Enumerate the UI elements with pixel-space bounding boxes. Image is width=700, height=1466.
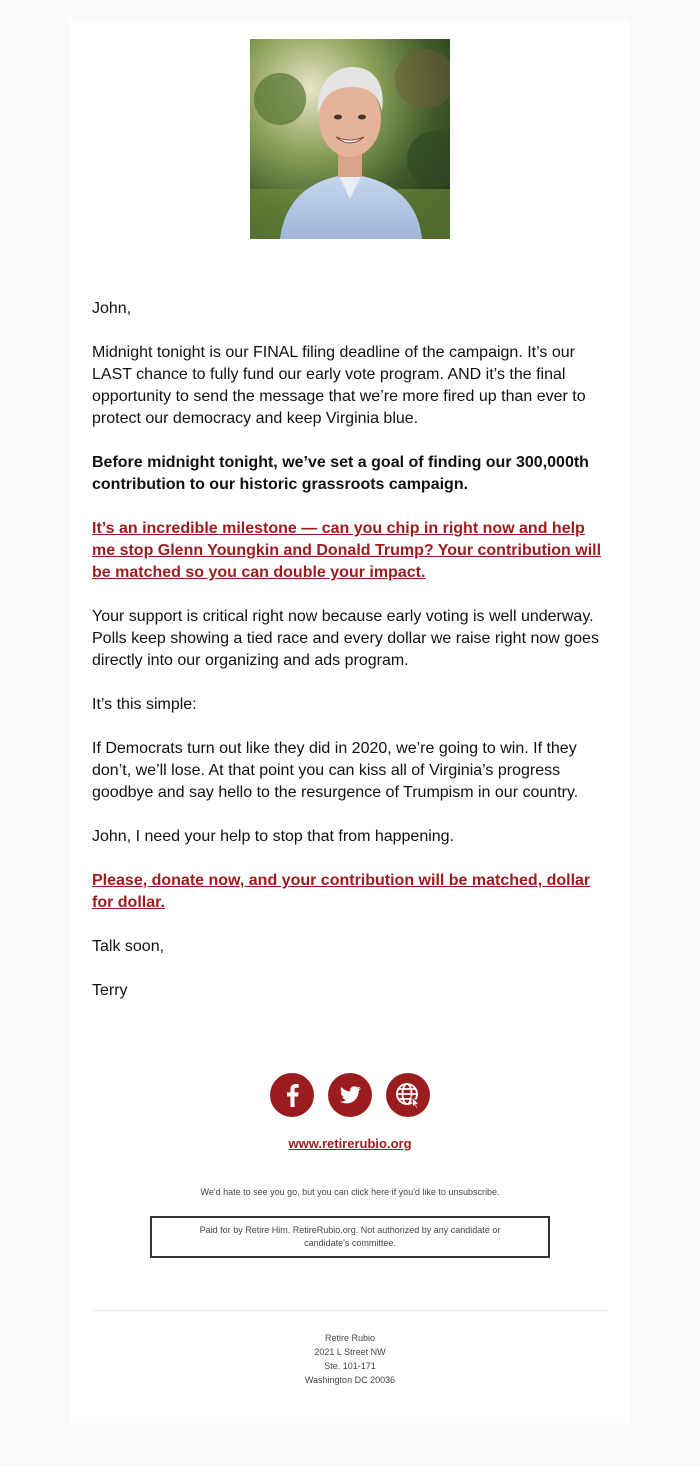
email-body [92, 298, 612, 1024]
paragraph-simple: It’s this simple: [92, 696, 197, 713]
social-links [70, 1073, 630, 1117]
paragraph-deadline: Midnight tonight is our FINAL filing deadline of the campaign. It’s our LAST chance to fully fund our early vote program. AND it’s the final opportunity to send the message that we’re more fired up than ever to protect our democracy and keep Virginia blue. [92, 344, 586, 427]
address-street: 2021 L Street NW [314, 1347, 386, 1357]
address-org: Retire Rubio [324, 1333, 376, 1343]
address-city: Washington DC 20036 [304, 1375, 396, 1385]
facebook-icon[interactable] [270, 1073, 314, 1117]
mailing-address [70, 1331, 630, 1387]
twitter-icon[interactable] [328, 1073, 372, 1117]
paragraph-support: Your support is critical right now because early voting is well underway. Polls keep showing a tied race and every dollar we raise right now goes directly into our organizing and ads program. [92, 608, 599, 669]
paid-for-disclaimer: Paid for by Retire Him. RetireRubio.org. Not authorized by any candidate or candidate's committee. [150, 1216, 550, 1258]
greeting: John, [92, 300, 132, 317]
donate-link-matched[interactable]: Please, donate now, and your contribution will be matched, dollar for dollar. [92, 872, 591, 911]
footer-divider [92, 1310, 608, 1311]
address-suite: Ste. 101-171 [324, 1361, 376, 1371]
unsubscribe-text[interactable]: We'd hate to see you go, but you can click here if you'd like to unsubscribe. [200, 1187, 500, 1197]
cta-paragraph-2 [92, 870, 612, 914]
paragraph-help: John, I need your help to stop that from happening. [92, 828, 455, 845]
signoff: Talk soon, [92, 938, 165, 955]
cta-paragraph-1 [92, 518, 612, 584]
website-icon[interactable] [386, 1073, 430, 1117]
paragraph-goal: Before midnight tonight, we’ve set a goal of finding our 300,000th contribution to our historic grassroots campaign. [92, 454, 589, 493]
website-link[interactable]: www.retirerubio.org [288, 1136, 412, 1151]
candidate-photo [250, 39, 450, 239]
email-card [70, 20, 630, 1423]
portrait-image [250, 39, 450, 239]
donate-link-milestone[interactable]: It’s an incredible milestone — can you chip in right now and help me stop Glenn Youngkin and Donald Trump? Your contribution will be matched so you can double your impact. [92, 520, 602, 581]
signature: Terry [92, 982, 128, 999]
paragraph-democrats: If Democrats turn out like they did in 2020, we’re going to win. If they don’t, we’ll lose. At that point you can kiss all of Virginia’s progress goodbye and say hello to the resurgence of Trumpism in our country. [92, 740, 579, 801]
